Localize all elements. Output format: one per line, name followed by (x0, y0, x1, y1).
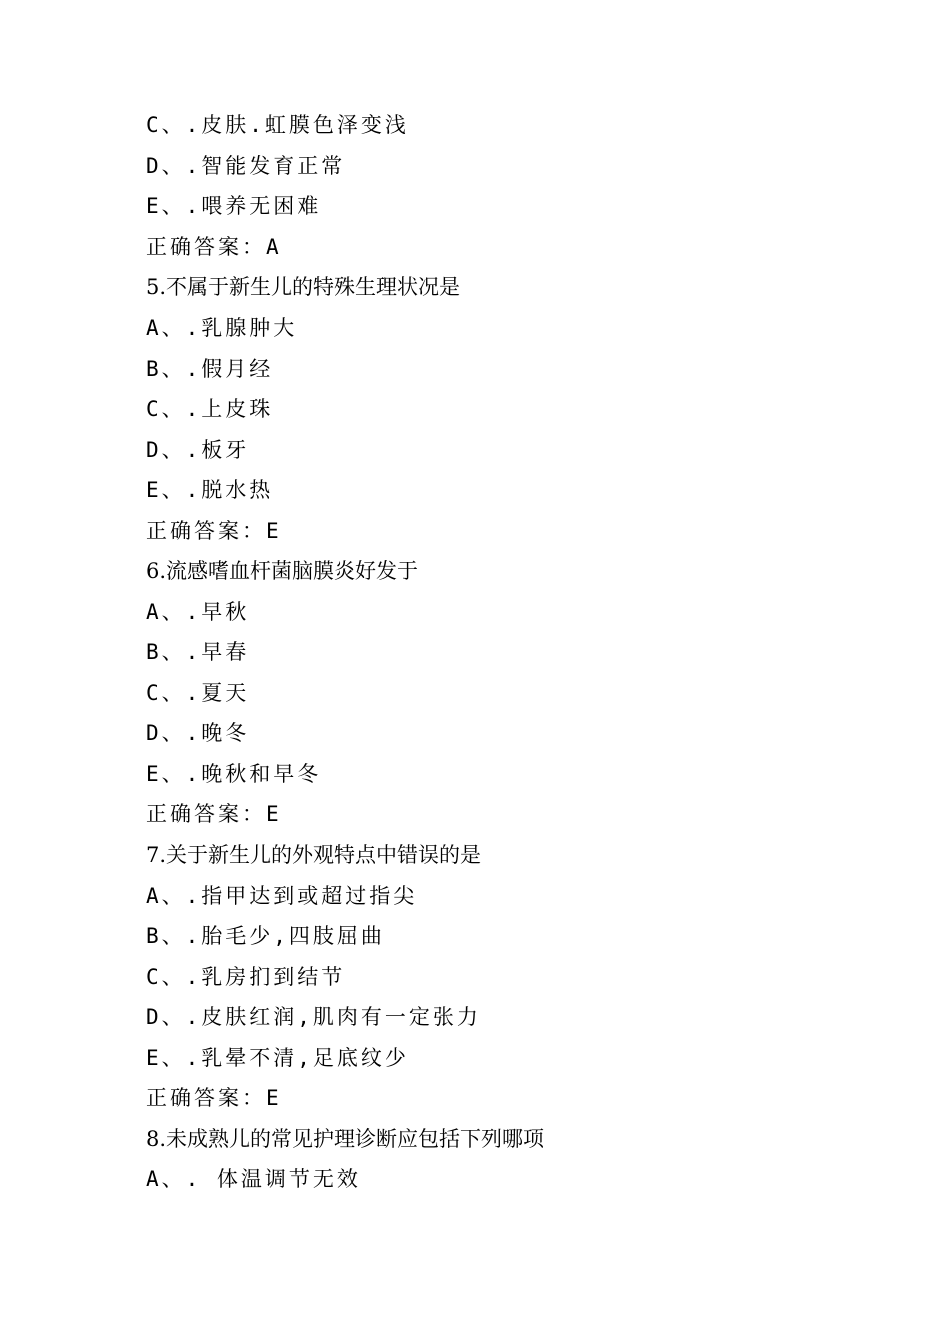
question-5-option-e: E、.脱水热 (146, 478, 274, 502)
question-5-option-a: A、.乳腺肿大 (146, 316, 298, 340)
option-d-line: D、.智能发育正常 (146, 154, 346, 178)
question-7-option-d: D、.皮肤红润,肌肉有一定张力 (146, 1005, 481, 1029)
option-c-line: C、.皮肤.虹膜色泽变浅 (146, 113, 409, 137)
question-6-option-b: B、.早春 (146, 640, 250, 664)
question-7-option-a: A、.指甲达到或超过指尖 (146, 884, 418, 908)
question-6-option-e: E、.晚秋和早冬 (146, 762, 322, 786)
question-5-option-d: D、.板牙 (146, 438, 250, 462)
question-5-option-c: C、.上皮珠 (146, 397, 274, 421)
question-5-option-b: B、.假月经 (146, 357, 274, 381)
question-6-option-c: C、.夏天 (146, 681, 250, 705)
option-e-line: E、.喂养无困难 (146, 194, 322, 218)
question-6-answer: 正确答案：E (146, 802, 282, 826)
question-7-answer: 正确答案：E (146, 1086, 282, 1110)
question-7-option-c: C、.乳房扪到结节 (146, 965, 346, 989)
answer-line: 正确答案：A (146, 235, 282, 259)
question-7-option-e: E、.乳晕不清,足底纹少 (146, 1046, 409, 1070)
question-6: 6.流感嗜血杆菌脑膜炎好发于 (146, 559, 419, 583)
question-5-answer: 正确答案：E (146, 519, 282, 543)
question-6-option-d: D、.晚冬 (146, 721, 250, 745)
question-8: 8.未成熟儿的常见护理诊断应包括下列哪项 (146, 1127, 545, 1151)
question-8-option-a: A、. 体温调节无效 (146, 1167, 361, 1191)
question-6-option-a: A、.早秋 (146, 600, 250, 624)
question-7: 7.关于新生儿的外观特点中错误的是 (146, 843, 482, 867)
question-5: 5.不属于新生儿的特殊生理状况是 (146, 275, 461, 299)
question-7-option-b: B、.胎毛少,四肢屈曲 (146, 924, 385, 948)
